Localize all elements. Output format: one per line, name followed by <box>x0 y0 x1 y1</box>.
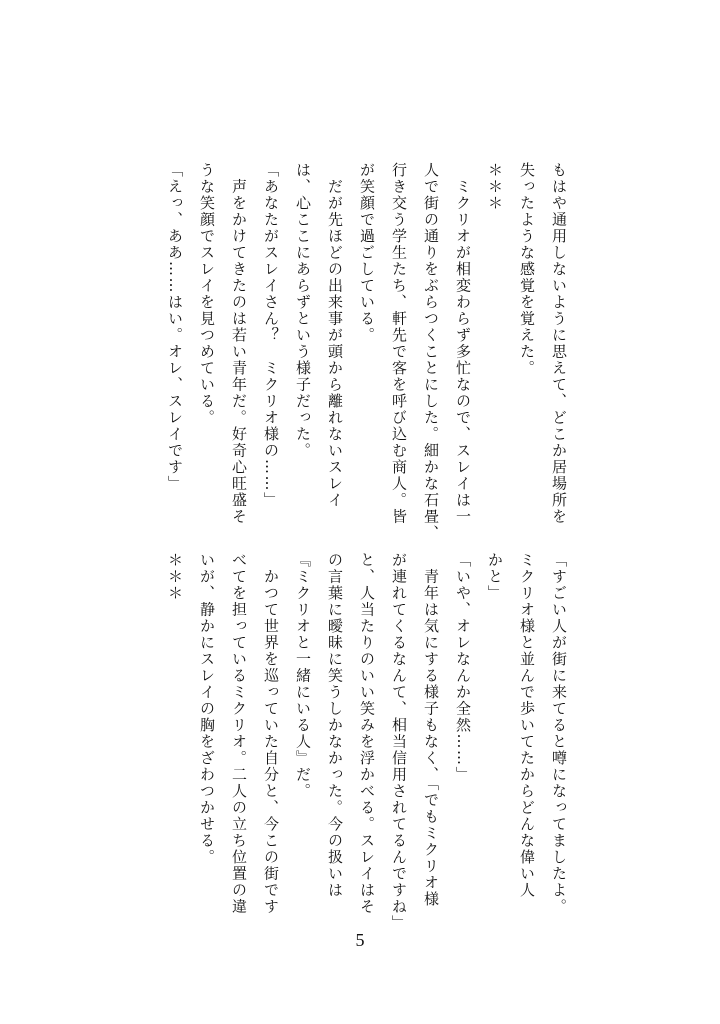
text-column: 『ミクリオと一緒にいる人』だ。 <box>294 552 312 800</box>
text-column: だが先ほどの出来事が頭から離れないスレイ <box>326 162 344 509</box>
scene-break: ＊＊＊ <box>166 552 184 602</box>
lower-text-block <box>159 552 575 932</box>
text-column: ミクリオ様と並んで歩いてたからどんな偉い人 <box>518 552 536 899</box>
text-column: の言葉に曖昧に笑うしかなかった。今の扱いは <box>326 552 344 899</box>
text-column: いが、静かにスレイの胸をざわつかせる。 <box>198 552 216 866</box>
dialogue-column: 「えっ、ああ……はい。オレ、スレイです」 <box>166 162 184 492</box>
upper-text-block <box>159 162 575 542</box>
scene-break: ＊＊＊ <box>486 162 504 212</box>
text-column: べてを担っているミクリオ。二人の立ち位置の違 <box>230 552 248 915</box>
text-column: 青年は気にする様子もなく、「でもミクリオ様 <box>422 552 440 908</box>
text-column: が連れてくるなんて、相当信用されてるんですね」 <box>390 552 408 932</box>
dialogue-column: 「すごい人が街に来てると噂になってましたよ。 <box>550 552 568 915</box>
text-column: かと」 <box>486 552 504 602</box>
text-column: は、心ここにあらずという様子だった。 <box>294 162 312 459</box>
page-number: 5 <box>355 930 365 950</box>
text-column: が笑顔で過ごしている。 <box>358 162 376 344</box>
text-column: ミクリオが相変わらず多忙なので、スレイは一 <box>454 162 472 525</box>
text-column: 行き交う学生たち、軒先で客を呼び込む商人。皆 <box>390 162 408 525</box>
text-column: 失ったような感覚を覚えた。 <box>518 162 536 377</box>
text-column: もはや通用しないように思えて、どこか居場所を <box>550 162 568 525</box>
text-column: うな笑顔でスレイを見つめている。 <box>198 162 216 426</box>
text-column: 人で街の通りをぶらつくことにした。細かな石畳、 <box>422 162 440 542</box>
text-column: と、人当たりのいい笑みを浮かべる。スレイはそ <box>358 552 376 915</box>
text-column: 声をかけてきたのは若い青年だ。好奇心旺盛そ <box>230 162 248 525</box>
text-column: かつて世界を巡っていた自分と、今この街です <box>262 552 280 915</box>
dialogue-column: 「あなたがスレイさん？ ミクリオ様の……」 <box>262 162 280 509</box>
dialogue-column: 「いや、オレなんか全然……」 <box>454 552 472 783</box>
